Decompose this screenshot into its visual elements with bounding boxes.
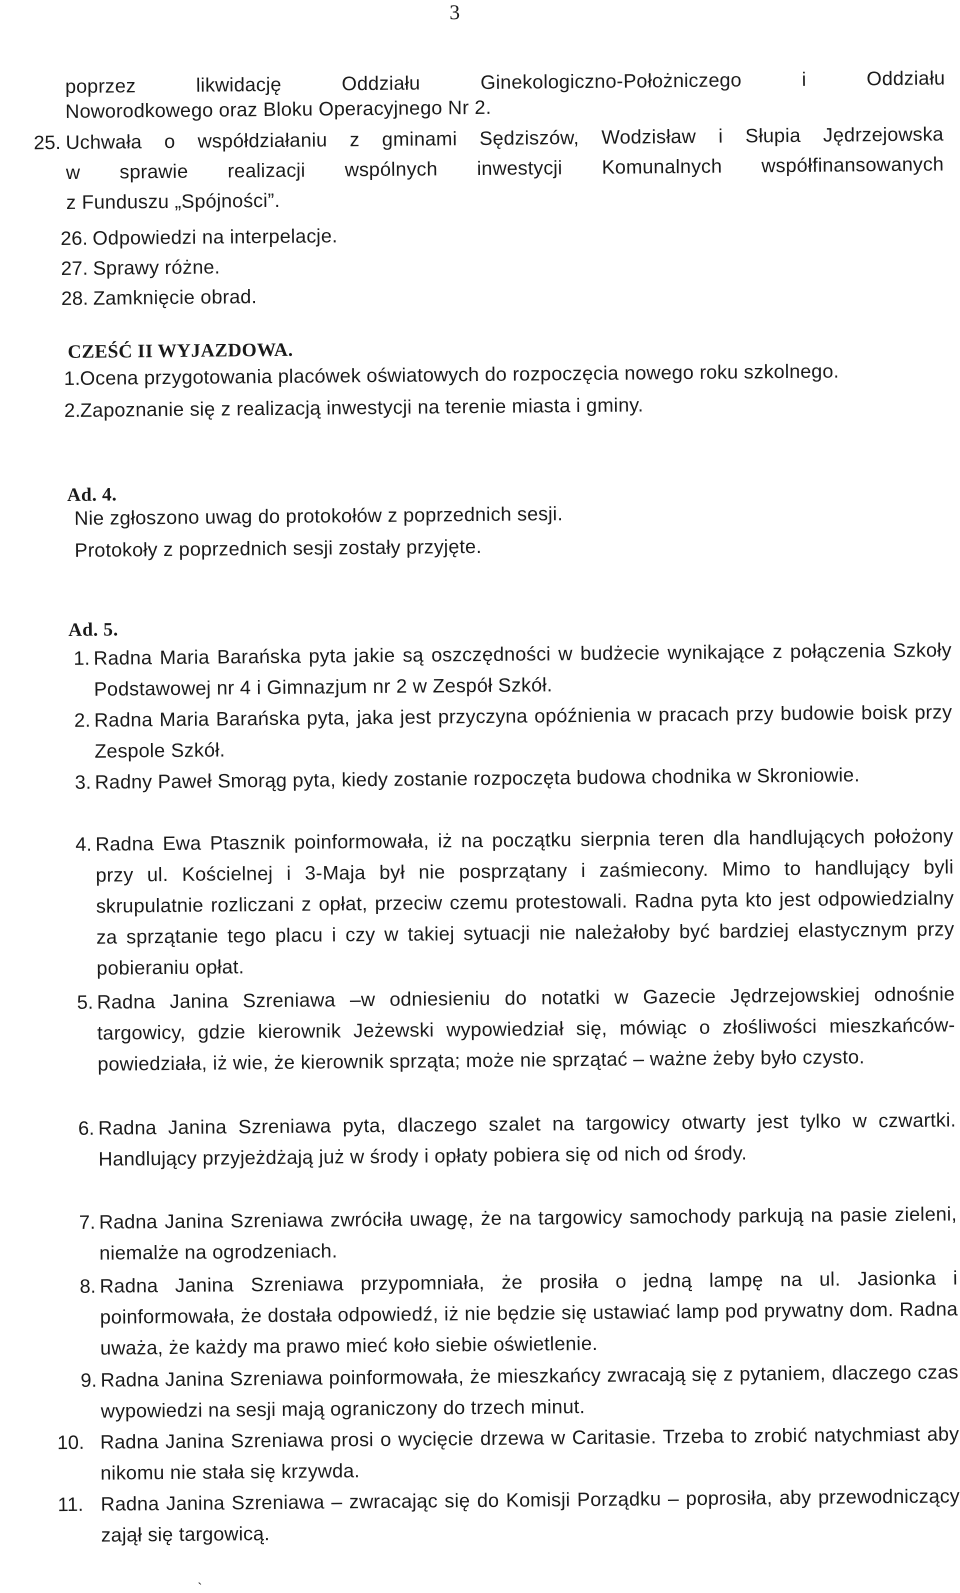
agenda-item-line: Odpowiedzi na interpelacje. (92, 225, 338, 250)
part-two-item-text: Zapoznanie się z realizacją inwestycji na terenie miasta i gminy. (80, 394, 644, 422)
ad5-item-1 (73, 635, 952, 701)
ad5-item-text: Radna Janina Szreniawa –w odniesieniu do notatki w Gazecie Jędrzejowskiej odnośnie targowicy, gdzie kierownik Jeżewski wypowiedział się, mówiąc o złośliwości mieszkańców- powiedziała, iż wie, że kierownik sprząta; może nie sprzątać – ważne żeby było czysto. (96, 983, 956, 1076)
agenda-item-number: 26. (60, 227, 88, 250)
ad5-item-text: Radna Maria Barańska pyta, jaka jest przyczyna opóźnienia w pracach przy budowie boisk przy Zespole Szkół. (94, 701, 953, 763)
ad5-heading: Ad. 5. (68, 619, 119, 641)
ad5-item-number: 5. (76, 991, 94, 1014)
ad5-item-number: 1. (73, 647, 90, 670)
agenda-item-26 (60, 220, 944, 250)
ad5-item-7 (78, 1199, 958, 1265)
ad5-item-text: Radna Janina Szreniawa zwróciła uwagę, że na targowicy samochody parkują na pasie zieleni, niemalże na ogrodzeniach. (98, 1203, 958, 1265)
agenda-continuation-line-1: poprzez likwidację Oddziału Ginekologiczno-Położniczego i Oddziału (65, 67, 946, 98)
part-two-item-text: Ocena przygotowania placówek oświatowych do rozpoczęcia nowego roku szkolnego. (79, 360, 840, 390)
ad5-item-6 (78, 1105, 957, 1171)
ad5-item-text: Radny Paweł Smorąg pyta, kiedy zostanie rozpoczęta budowa chodnika w Skroniowie. (94, 764, 860, 794)
page-number: 3 (449, 0, 461, 25)
ad5-item-number: 4. (75, 833, 92, 856)
agenda-item-line: w sprawie realizacji wspólnych inwestycji Komunalnych współfinansowanych (65, 153, 945, 184)
ad5-item-text: Radna Janina Szreniawa – zwracając się do Komisji Porządku – poprosiła, aby przewodniczący zajął się targowicą. (100, 1485, 960, 1547)
ad5-item-number: 10. (57, 1431, 85, 1455)
ad5-item-number: 8. (79, 1275, 97, 1298)
agenda-continuation (65, 68, 945, 123)
agenda-item-number: 28. (61, 287, 89, 310)
ad5-item-text: Radna Maria Barańska pyta jakie są oszczędności w budżecie wynikające z połączenia Szkoły Podstawowej nr 4 i Gimnazjum nr 2 w Zespół Szkół. (93, 639, 952, 701)
ad5-item-text: Radna Ewa Ptasznik poinformowała, iż na początku sierpnia teren dla handlujących położony przy ul. Kościelnej i 3-Maja był nie posprzątany i zaśmiecony. Mimo to handlujący byli skrupulatnie rozliczani z opłat, przeciw czemu protestowali. Radna pyta kto jest odpowiedzialny za sprzątanie tego placu i czy w takiej sytuacji nie należałoby być bardziej elastycznym przy pobieraniu opłat. (95, 825, 955, 980)
agenda-item-27 (60, 250, 945, 280)
ad5-item-text: Radna Janina Szreniawa przypomniała, że prosiła o jedną lampę na ul. Jasionka i poinformowała, że dostała odpowiedź, iż nie będzie się ustawiać lamp pod prywatny dom. Radna uważa, że każdy ma prawo mieć koło siebie oświetlenie. (99, 1267, 959, 1360)
ad4-line-2: Protokoły z poprzednich sesji zostały przyjęte. (74, 535, 482, 562)
ad4-body (74, 499, 954, 561)
ad5-item-number: 11. (57, 1493, 84, 1517)
ad5-item-number: 7. (78, 1211, 96, 1234)
scan-speck: ˏ (197, 1570, 203, 1586)
ad4-line-1: Nie zgłoszono uwag do protokołów z poprzednich sesji. (74, 503, 563, 530)
ad5-item-number: 9. (80, 1369, 97, 1392)
agenda-item-line: Zamknięcie obrad. (93, 286, 258, 310)
ad5-item-text: Radna Janina Szreniawa pyta, dlaczego szalet na targowicy otwarty jest tylko w czwartki. Handlujący przyjeżdżają już w środy i opłaty pobiera się od nich od środy. (98, 1109, 957, 1171)
part-two-item-number: 1. (63, 367, 81, 390)
agenda-continuation-line-2: Noworodkowego oraz Bloku Operacyjnego Nr 2. (65, 96, 492, 123)
agenda-item-25 (33, 123, 945, 214)
part-two-heading: CZEŚĆ II WYJAZDOWA. (67, 339, 294, 363)
ad4-heading: Ad. 4. (66, 484, 117, 506)
agenda-item-28 (61, 280, 945, 310)
agenda-item-line: z Funduszu „Spójności”. (66, 189, 281, 214)
ad5-item-4 (75, 821, 955, 980)
part-two-item-number: 2. (64, 399, 81, 422)
ad5-item-text: Radna Janina Szreniawa prosi o wycięcie drzewa w Caritasie. Trzeba to zrobić natychmiast aby nikomu nie stała się krzywda. (100, 1423, 960, 1485)
agenda-item-number: 27. (60, 257, 89, 280)
ad5-item-text: Radna Janina Szreniawa poinformowała, że mieszkańcy zwracają się z pytaniem, dlaczego czas wypowiedzi na sesji mają ograniczony do trzech minut. (100, 1361, 959, 1423)
ad5-item-number: 2. (74, 709, 91, 732)
part-two-item-2 (64, 392, 942, 422)
agenda-item-line: Uchwała o współdziałaniu z gminami Sędziszów, Wodzisław i Słupia Jędrzejowska (65, 123, 944, 154)
agenda-item-line: Sprawy różne. (92, 256, 221, 280)
ad5-item-number: 3. (74, 771, 92, 794)
agenda-item-number: 25. (33, 131, 61, 155)
ad5-item-number: 6. (78, 1117, 95, 1140)
